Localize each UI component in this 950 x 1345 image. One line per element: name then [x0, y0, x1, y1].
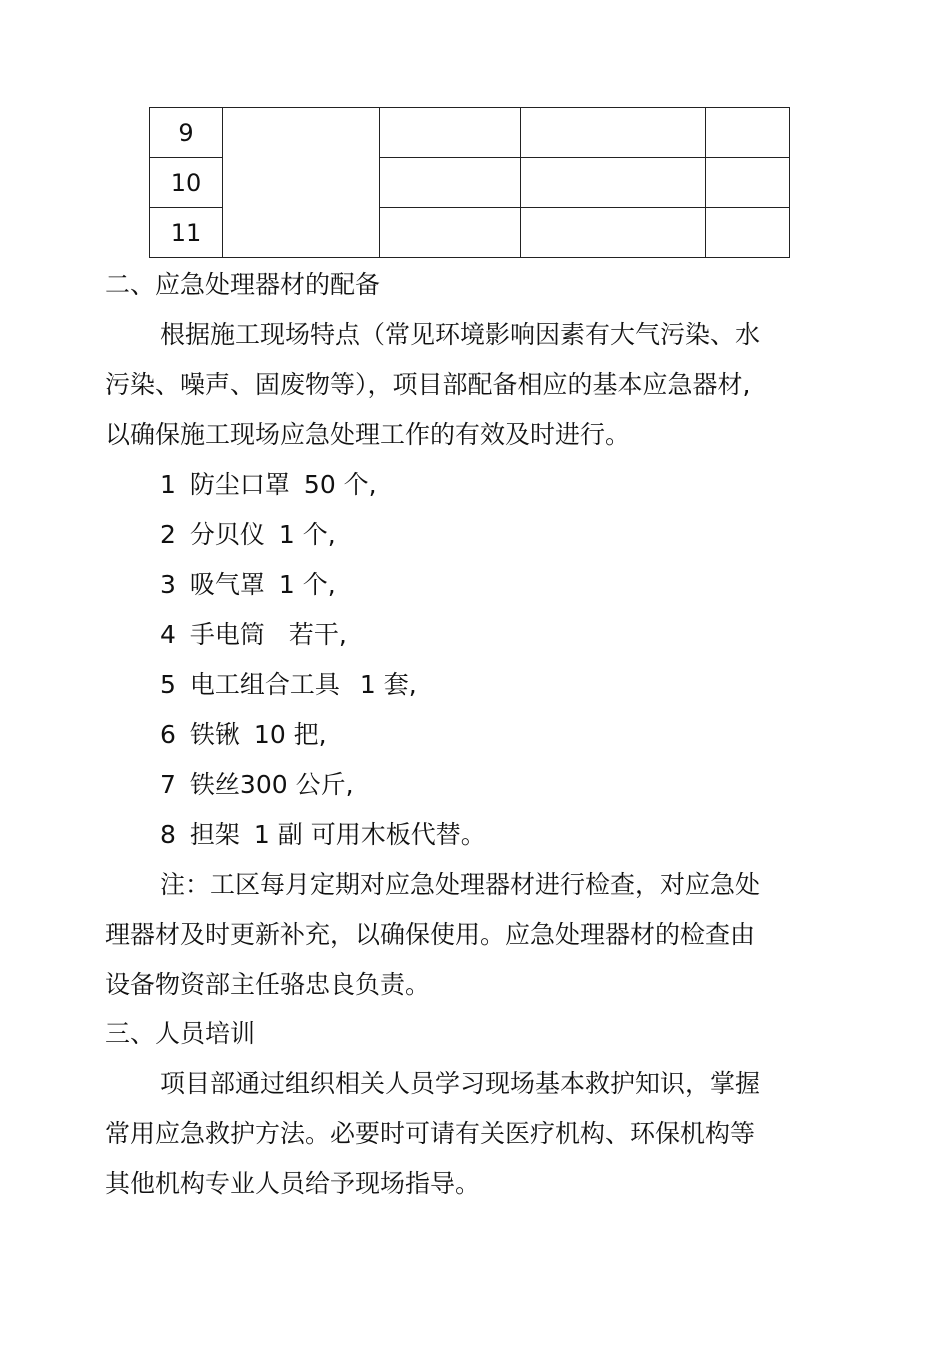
row-number-cell: 11 — [150, 208, 223, 258]
table-cell — [706, 158, 790, 208]
row-number-cell: 9 — [150, 108, 223, 158]
equipment-item — [160, 719, 327, 751]
item-number: 1 — [160, 470, 176, 499]
equipment-item — [160, 619, 347, 651]
equipment-table — [149, 107, 790, 258]
table-cell — [706, 208, 790, 258]
equipment-item — [160, 519, 336, 551]
item-name: 铁锹 — [189, 720, 240, 749]
intro-line: 根据施工现场特点（常见环境影响因素有大气污染、水 — [160, 320, 761, 349]
item-number: 7 — [160, 770, 176, 799]
intro-line: 污染、噪声、固废物等），项目部配备相应的基本应急器材, — [105, 370, 751, 399]
table-cell — [521, 158, 706, 208]
intro-line: 以确保施工现场应急处理工作的有效及时进行。 — [105, 420, 631, 449]
equipment-item — [160, 469, 377, 501]
item-name: 防尘口罩 — [189, 470, 290, 499]
note-line: 注：工区每月定期对应急处理器材进行检查，对应急处 — [160, 870, 761, 899]
table-cell — [380, 158, 521, 208]
item-quantity: 10 把, — [253, 720, 327, 749]
item-name: 铁丝 — [189, 770, 240, 799]
note-line: 理器材及时更新补充，以确保使用。应急处理器材的检查由 — [105, 920, 756, 949]
item-quantity: 1 副 可用木板代替。 — [253, 820, 486, 849]
item-quantity: 1 个, — [278, 570, 336, 599]
table-cell — [521, 208, 706, 258]
item-number: 4 — [160, 620, 176, 649]
item-number: 3 — [160, 570, 176, 599]
item-number: 2 — [160, 520, 176, 549]
table-cell — [706, 108, 790, 158]
item-quantity: 300 公斤, — [239, 770, 354, 799]
item-quantity: 50 个, — [303, 470, 377, 499]
item-quantity: 1 个, — [278, 520, 336, 549]
equipment-item — [160, 769, 354, 801]
item-number: 5 — [160, 670, 176, 699]
note-line: 设备物资部主任骆忠良负责。 — [105, 970, 431, 999]
table-row — [150, 108, 790, 158]
section3-heading: 三、人员培训 — [105, 1019, 256, 1048]
table-cell — [521, 108, 706, 158]
body-line: 项目部通过组织相关人员学习现场基本救护知识，掌握 — [160, 1069, 761, 1098]
table-cell — [380, 108, 521, 158]
equipment-item — [160, 819, 486, 851]
item-quantity: 1 套, — [359, 670, 417, 699]
item-number: 6 — [160, 720, 176, 749]
equipment-item — [160, 669, 417, 701]
item-name: 电工组合工具 — [189, 670, 340, 699]
item-name: 吸气罩 — [189, 570, 265, 599]
item-name: 手电筒 — [189, 620, 265, 649]
section2-heading: 二、应急处理器材的配备 — [105, 270, 381, 299]
item-name: 担架 — [189, 820, 240, 849]
equipment-item — [160, 569, 336, 601]
body-line: 常用应急救护方法。必要时可请有关医疗机构、环保机构等 — [105, 1119, 756, 1148]
row-number-cell: 10 — [150, 158, 223, 208]
merged-cell — [223, 108, 380, 258]
item-number: 8 — [160, 820, 176, 849]
table-cell — [380, 208, 521, 258]
item-name: 分贝仪 — [189, 520, 265, 549]
item-quantity: 若干, — [288, 620, 347, 649]
body-line: 其他机构专业人员给予现场指导。 — [105, 1169, 481, 1198]
